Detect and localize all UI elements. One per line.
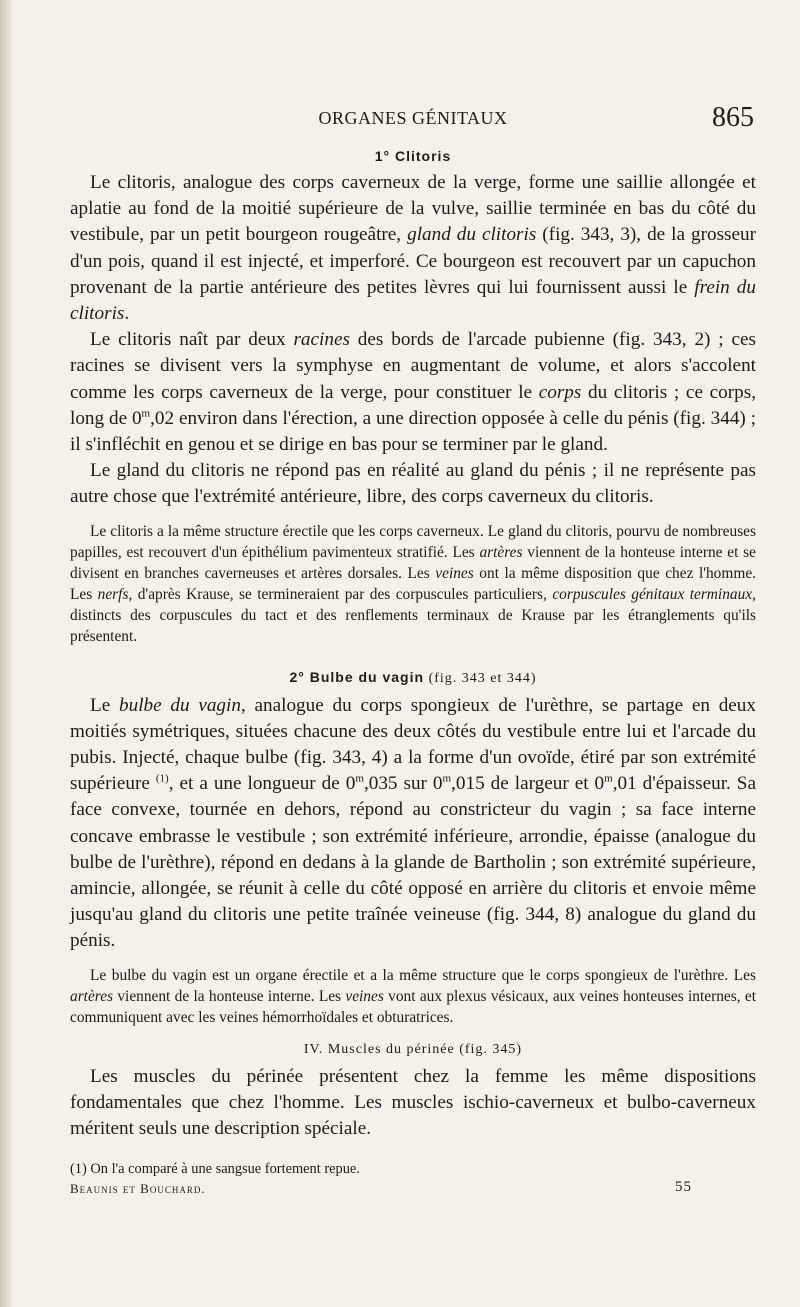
term: nerfs [97, 585, 129, 603]
term: racines [293, 329, 350, 351]
small-print-paragraph: Le clitoris a la même structure érectile que les corps caverneux. Le gland du clitoris, pourvu de nombreuses papilles, est recouvert d'un épithélium pavimenteux stratifié. Les artères viennent de la honteuse interne et se divisent en branches caverneuses et artères dorsales. Les veines ont la même disposition que chez l'homme. Les nerfs, d'après Krause, se termineraient par des corpuscules particuliers, corpuscules génitaux terminaux, distincts des corpuscules du tact et des renflements terminaux de Krause par les étranglements qu'ils présentent. [70, 522, 757, 645]
small-print-paragraph: Le bulbe du vagin est un organe érectile et a la même structure que le corps spongieux de l'urèthre. Les artères viennent de la honteuse interne. Les veines vont aux plexus vésicaux, aux veines honteuses internes, et communiquent avec les veines hémorrhoïdales et obturatrices. [70, 966, 757, 1026]
signature-mark: 55 [675, 1179, 692, 1196]
footnote-ref: (1) [155, 772, 169, 785]
term: gland du clitoris [407, 224, 537, 246]
term: veines [345, 987, 384, 1005]
paragraph: Le bulbe du vagin, analogue du corps spongieux de l'urèthre, se partage en deux moitiés symétriques, situées chacune des deux côtés du vestibule entre lui et l'arcade du pubis. Injecté, chaque bulbe (fig. 343, 4) a la forme d'un ovoïde, étiré par son extrémité supérieure $^{(1)}$, et a une longueur de 0$^m$,035 sur 0$^m$,015 de largeur et 0$^m$,01 d'épaisseur. Sa face convexe, tournée en dehors, répond au constricteur du vagin ; sa face interne concave embrasse le vestibule ; son extrémité inférieure, arrondie, épaisse (analogue du bulbe de l'urèthre), répond en dedans à la glande de Bartholin ; son extrémité supérieure, amincie, allongée, se réunit à celle du côté opposé en arrière du clitoris et envoie même jusqu'au gland du clitoris une petite traînée veineuse (fig. 344, 8) analogue du gland du pénis. [70, 694, 756, 952]
paragraph: Les muscles du périnée présentent chez la femme les même dispositions fondamentales que chez l'homme. Les muscles ischio-caverneux et bulbo-caverneux méritent seuls une description spéciale. [70, 1065, 756, 1140]
running-title: ORGANES GÉNITAUX [318, 108, 508, 128]
footer-authors: Beaunis et Bouchard. [70, 1181, 206, 1197]
term: frein du clitoris [70, 276, 756, 325]
page-body [70, 148, 756, 1201]
section-heading-clitoris: 1° Clitoris [374, 148, 452, 164]
term: artères [70, 987, 114, 1005]
footnote: (1) On l'a comparé à une sangsue fortement repue. [70, 1161, 360, 1178]
page-number: 865 [712, 102, 754, 133]
page-header [70, 102, 756, 144]
term: corps [538, 381, 582, 403]
section-heading-bulbe: 2° Bulbe du vagin (fig. 343 et 344) [289, 668, 537, 686]
paragraph: Le clitoris naît par deux racines des bords de l'arcade pubienne (fig. 343, 2) ; ces racines se divisent vers la symphyse en augmentant de volume, et alors s'accolent comme les corps caverneux de la verge, pour constituer le corps du clitoris ; ce corps, long de 0$^m$,02 environ dans l'érection, a une direction opposée à celle du pénis (fig. 344) ; il s'infléchit en genou et se dirige en bas pour se terminer par le gland. [70, 329, 756, 456]
term: artères [479, 543, 523, 561]
page-binding-shadow [0, 0, 14, 1307]
term: bulbe du vagin [119, 694, 241, 716]
section-heading-muscles: IV. Muscles du périnée (fig. 345) [303, 1041, 523, 1057]
paragraph: Le gland du clitoris ne répond pas en réalité au gland du pénis ; il ne représente pas autre chose que l'extrémité antérieure, libre, des corps caverneux du clitoris. [70, 460, 756, 508]
term: veines [435, 564, 474, 582]
paragraph: Le clitoris, analogue des corps caverneux de la verge, forme une saillie allongée et aplatie au fond de la moitié supérieure de la vulve, saillie terminée en bas du côté du vestibule, par un petit bourgeon rougeâtre, gland du clitoris (fig. 343, 3), de la grosseur d'un pois, quand il est injecté, et imperforé. Ce bourgeon est recouvert par un capuchon provenant de la partie antérieure des petites lèvres qui lui fournissent aussi le frein du clitoris. [70, 172, 756, 325]
page-footer [70, 1181, 756, 1201]
term: corpuscules génitaux terminaux [552, 585, 753, 603]
